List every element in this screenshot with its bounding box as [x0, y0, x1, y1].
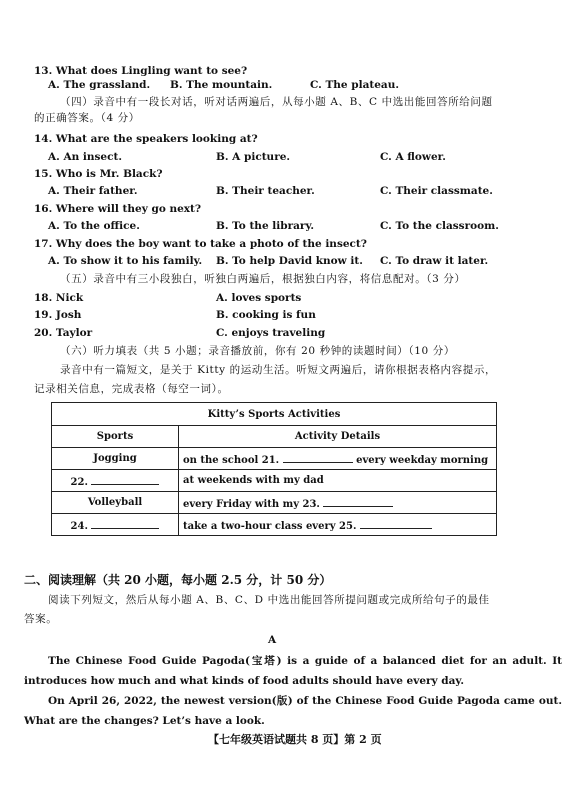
part-5-instruction: （五）录音中有三小段独白，听独白两遍后，根据独白内容，将信息配对。（3 分） — [60, 273, 466, 285]
option-a: A. To the office. — [48, 220, 140, 232]
detail-text: every Friday with my 23. — [183, 498, 320, 510]
part-6-instruction: （六）听力填表（共 5 小题；录音播放前，你有 20 秒钟的读题时间）（10 分） — [60, 345, 455, 357]
passage-paragraph: The Chinese Food Guide Pagoda(宝塔) is a guide of a balanced diet for an adult. It introduces how much and what kinds of food adults should have every day. — [24, 655, 562, 687]
section-reading-title: 二、阅读理解（共 20 小题，每小题 2.5 分，计 50 分） — [24, 573, 332, 587]
option-c: C. To draw it later. — [380, 255, 489, 267]
detail-text: every weekday morning — [352, 454, 489, 466]
table-row — [52, 448, 497, 470]
part-6-instruction-2: 录音中有一篇短文，是关于 Kitty 的运动生活。听短文两遍后，请你根据表格内容提示， — [60, 364, 497, 376]
answer-blank-24[interactable] — [91, 518, 159, 529]
part-4-instruction: （四）录音中有一段长对话，听对话两遍后，从每小题 A、B、C 中选出能回答所给问题 — [60, 96, 493, 108]
option-a: A. The grassland. — [48, 79, 151, 91]
table-row — [52, 470, 497, 492]
reading-instruction: 阅读下列短文，然后从每小题 A、B、C、D 中选出能回答所提问题或完成所给句子的最佳 — [48, 594, 490, 606]
detail-cell: at weekends with my dad — [179, 470, 497, 492]
page-footer: 【七年级英语试题共 8 页】第 2 页 — [208, 733, 382, 746]
question-14: 14. What are the speakers looking at? — [34, 133, 258, 145]
sport-number: 24. — [70, 520, 88, 532]
option-c: C. The plateau. — [310, 79, 400, 91]
part-4-instruction-cont: 的正确答案。（4 分） — [34, 112, 140, 124]
match-right: A. loves sports — [216, 292, 302, 304]
part-6-instruction-3: 记录相关信息，完成表格（每空一词）。 — [34, 383, 229, 395]
answer-blank-21[interactable] — [283, 452, 353, 463]
table-row — [52, 514, 497, 536]
option-c: C. Their classmate. — [380, 185, 493, 197]
option-a: A. An insect. — [48, 151, 123, 163]
detail-text: take a two-hour class every 25. — [183, 520, 357, 532]
answer-blank-25[interactable] — [360, 518, 432, 529]
kitty-sports-table — [51, 402, 497, 536]
option-b: B. A picture. — [216, 151, 291, 163]
question-16: 16. Where will they go next? — [34, 203, 202, 215]
detail-cell — [179, 514, 497, 536]
detail-cell — [179, 448, 497, 470]
table-header-sports: Sports — [52, 426, 179, 448]
option-a: A. Their father. — [48, 185, 138, 197]
question-15: 15. Who is Mr. Black? — [34, 168, 163, 180]
table-title: Kitty’s Sports Activities — [52, 403, 497, 426]
match-left: 20. Taylor — [34, 327, 93, 339]
passage-paragraph: On April 26, 2022, the newest version(版) of the Chinese Food Guide Pagoda came out. What are the changes? Let’s have a look. — [24, 695, 562, 727]
sport-cell — [52, 514, 179, 536]
match-right: B. cooking is fun — [216, 309, 316, 321]
option-a: A. To show it to his family. — [48, 255, 203, 267]
detail-cell — [179, 492, 497, 514]
question-13: 13. What does Lingling want to see? — [34, 65, 248, 77]
detail-text: on the school 21. — [183, 454, 280, 466]
option-b: B. To help David know it. — [216, 255, 363, 267]
question-17: 17. Why does the boy want to take a photo of the insect? — [34, 238, 367, 250]
option-c: C. A flower. — [380, 151, 446, 163]
table-header-details: Activity Details — [179, 426, 497, 448]
passage-label: A — [268, 634, 277, 646]
table-row — [52, 492, 497, 514]
option-b: B. Their teacher. — [216, 185, 315, 197]
answer-blank-22[interactable] — [91, 474, 159, 485]
answer-blank-23[interactable] — [323, 496, 393, 507]
reading-instruction-cont: 答案。 — [24, 613, 58, 625]
option-b: B. To the library. — [216, 220, 315, 232]
sport-cell: Jogging — [52, 448, 179, 470]
sport-cell: Volleyball — [52, 492, 179, 514]
match-left: 19. Josh — [34, 309, 82, 321]
option-b: B. The mountain. — [170, 79, 273, 91]
match-right: C. enjoys traveling — [216, 327, 326, 339]
sport-number: 22. — [70, 476, 88, 488]
sport-cell — [52, 470, 179, 492]
option-c: C. To the classroom. — [380, 220, 499, 232]
match-left: 18. Nick — [34, 292, 84, 304]
